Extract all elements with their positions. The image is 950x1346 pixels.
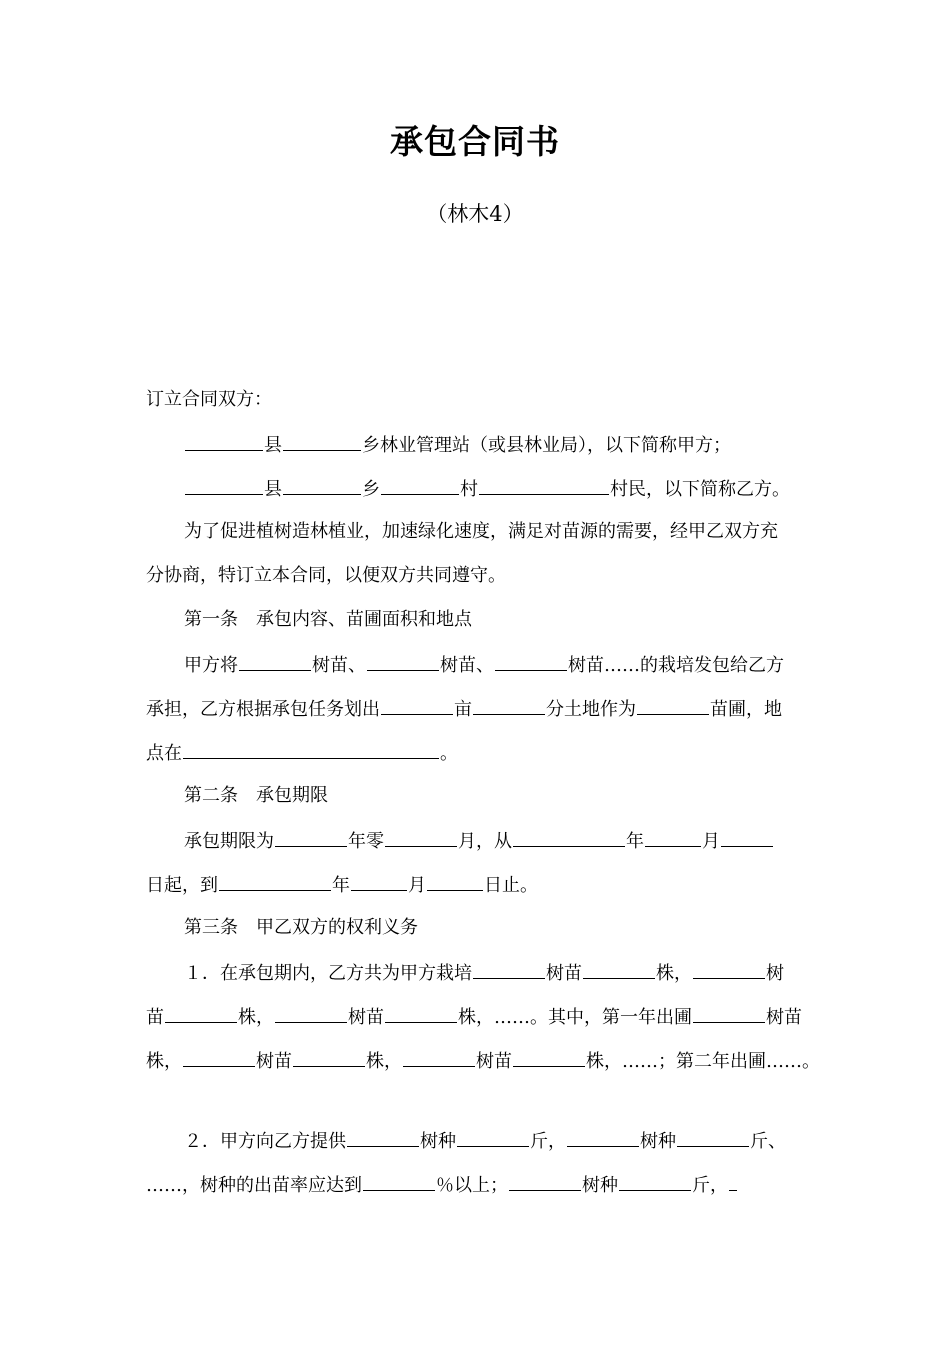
parties-label: 订立合同双方： <box>146 389 272 410</box>
blank[interactable] <box>185 432 263 451</box>
blank[interactable] <box>403 1048 475 1067</box>
blank[interactable] <box>363 1172 435 1191</box>
blank[interactable] <box>729 1172 737 1191</box>
blank[interactable] <box>219 872 331 891</box>
article3-p1-line-2: 苗 株， 树苗 株，……。其中，第一年出圃 树苗 <box>146 1004 826 1030</box>
blank[interactable] <box>275 1004 347 1023</box>
article1-line-2: 承担，乙方根据承包任务划出 亩 分土地作为 苗圃，地 <box>146 696 826 722</box>
article1-line-1: 甲方将 树苗、 树苗、 树苗……的栽培发包给乙方 <box>184 652 864 678</box>
blank[interactable] <box>283 432 361 451</box>
blank[interactable] <box>347 1128 419 1147</box>
blank[interactable] <box>567 1128 639 1147</box>
preamble-line-1: 为了促进植树造林植业，加速绿化速度，满足对苗源的需要，经甲乙双方充 <box>184 521 778 542</box>
blank[interactable] <box>381 476 459 495</box>
party-b-line: 县 乡 村 村民，以下简称乙方。 <box>184 476 864 502</box>
blank[interactable] <box>351 872 407 891</box>
article2-heading: 第二条 承包期限 <box>184 785 328 806</box>
blank[interactable] <box>185 476 263 495</box>
article2-line-2: 日起，到 年 月 日止。 <box>146 872 826 898</box>
article3-heading: 第三条 甲乙双方的权利义务 <box>184 917 418 938</box>
blank[interactable] <box>283 476 361 495</box>
blank[interactable] <box>473 960 545 979</box>
article3-p2-line-1: ２．甲方向乙方提供 树种 斤， 树种 斤、 <box>184 1128 864 1154</box>
blank[interactable] <box>637 696 709 715</box>
blank[interactable] <box>693 1004 765 1023</box>
blank[interactable] <box>165 1004 237 1023</box>
blank[interactable] <box>427 872 483 891</box>
blank[interactable] <box>495 652 567 671</box>
blank[interactable] <box>513 1048 585 1067</box>
blank[interactable] <box>721 828 773 847</box>
blank[interactable] <box>693 960 765 979</box>
blank[interactable] <box>677 1128 749 1147</box>
blank[interactable] <box>385 828 457 847</box>
blank[interactable] <box>645 828 701 847</box>
blank[interactable] <box>367 652 439 671</box>
article1-line-3: 点在 。 <box>146 740 826 766</box>
blank[interactable] <box>183 1048 255 1067</box>
article3-p1-line-1: １．在承包期内，乙方共为甲方栽培 树苗 株， 树 <box>184 960 864 986</box>
blank[interactable] <box>583 960 655 979</box>
blank[interactable] <box>473 696 545 715</box>
blank[interactable] <box>239 652 311 671</box>
blank[interactable] <box>457 1128 529 1147</box>
document-title: 承包合同书 <box>390 122 560 161</box>
party-a-line: 县 乡林业管理站（或县林业局），以下简称甲方； <box>184 432 864 458</box>
document-subtitle: （林木4） <box>426 202 524 226</box>
article3-p1-line-3: 株， 树苗 株， 树苗 株，……；第二年出圃……。 <box>146 1048 826 1074</box>
article3-p2-line-2: ……，树种的出苗率应达到 ％以上； 树种 斤， <box>146 1172 826 1198</box>
blank[interactable] <box>293 1048 365 1067</box>
blank[interactable] <box>275 828 347 847</box>
blank[interactable] <box>479 476 609 495</box>
blank[interactable] <box>509 1172 581 1191</box>
blank[interactable] <box>619 1172 691 1191</box>
preamble-line-2: 分协商，特订立本合同，以便双方共同遵守。 <box>146 565 506 586</box>
article2-line-1: 承包期限为 年零 月，从 年 月 <box>184 828 864 854</box>
blank[interactable] <box>183 740 439 759</box>
article1-heading: 第一条 承包内容、苗圃面积和地点 <box>184 609 472 630</box>
blank[interactable] <box>381 696 453 715</box>
blank[interactable] <box>385 1004 457 1023</box>
blank[interactable] <box>513 828 625 847</box>
